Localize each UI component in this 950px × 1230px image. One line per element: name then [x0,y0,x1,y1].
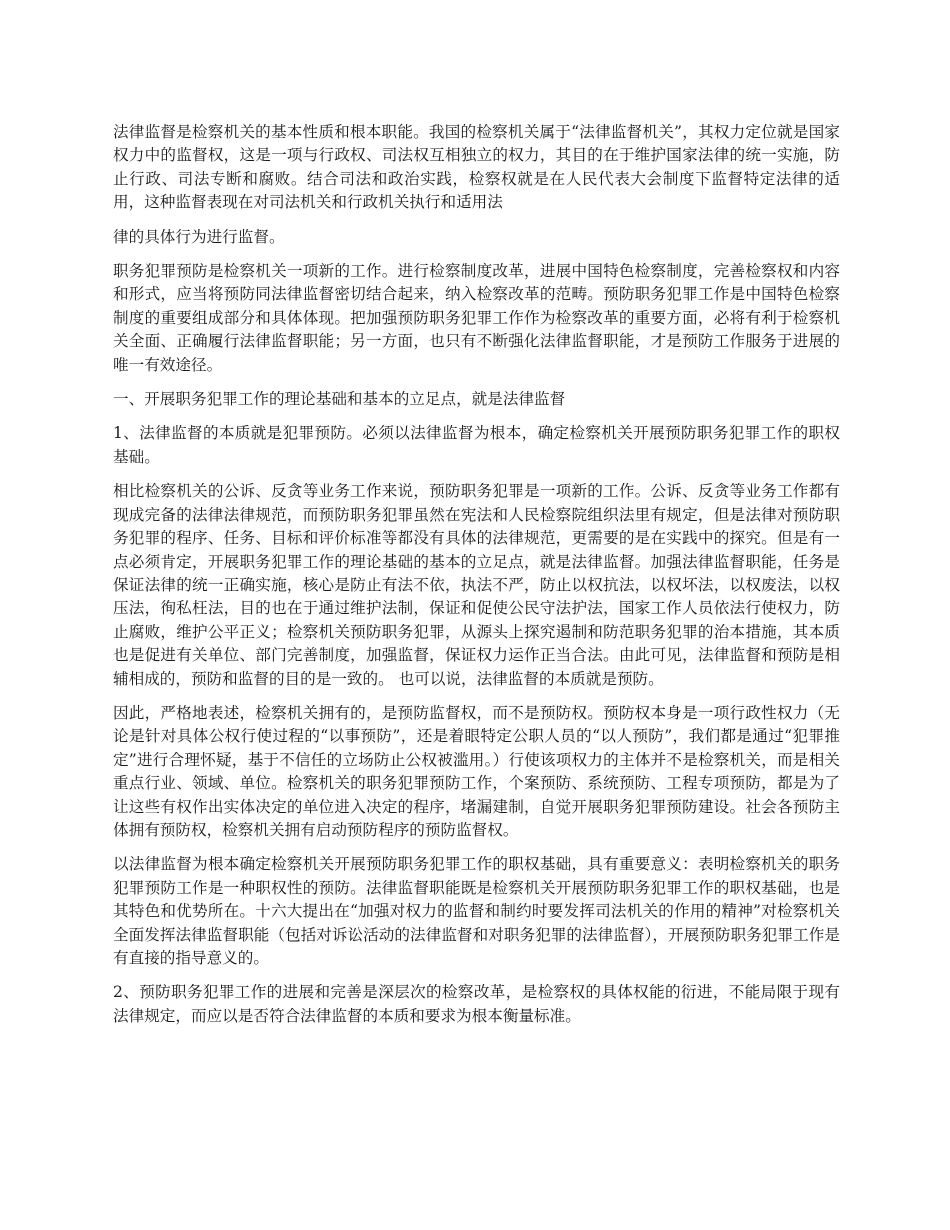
paragraph-intro: 法律监督是检察机关的基本性质和根本职能。我国的检察机关属于“法律监督机关”，其权力定位就是国家权力中的监督权，这是一项与行政权、司法权互相独立的权力，其目的在于维护国家法律的统一实施，防止行政、司法专断和腐败。结合司法和政治实践，检察权就是在人民代表大会制度下监督特定法律的适用，这种监督表现在对司法机关和行政机关执行和适用法 [113,123,840,212]
section-heading-1: 一、开展职务犯罪工作的理论基础和基本的立足点，就是法律监督 [113,390,566,409]
paragraph-significance: 以法律监督为根本确定检察机关开展预防职务犯罪工作的职权基础，具有重要意义：表明检察机关的职务犯罪预防工作是一种职权性的预防。法律监督职能既是检察机关开展预防职务犯罪工作的职权基础，也是其特色和优势所在。十六大提出在“加强对权力的监督和制约时要发挥司法机关的作用的精神”对检察机关全面发挥法律监督职能（包括对诉讼活动的法律监督和对职务犯罪的法律监督），开展预防职务犯罪工作是有直接的指导意义的。 [113,855,840,967]
paragraph-intro-continued: 律的具体行为进行监督。 [113,227,285,246]
subsection-heading-1: 1、法律监督的本质就是犯罪预防。必须以法律监督为根本，确定检察机关开展预防职务犯罪工作的职权基础。 [113,424,840,466]
paragraph-prevention-supervision: 因此，严格地表述，检察机关拥有的，是预防监督权，而不是预防权。预防权本身是一项行政性权力（无论是针对具体公权行使过程的“以事预防”，还是着眼特定公职人员的“以人预防”，我们都是通过“犯罪推定”进行合理怀疑，基于不信任的立场防止公权被滥用。）行使该项权力的主体并不是检察机关，而是相关重点行业、领域、单位。检察机关的职务犯罪预防工作，个案预防、系统预防、工程专项预防，都是为了让这些有权作出实体决定的单位进入决定的程序，堵漏建制，自觉开展职务犯罪预防建设。社会各预防主体拥有预防权，检察机关拥有启动预防程序的预防监督权。 [113,703,840,839]
subsection-heading-2: 2、预防职务犯罪工作的进展和完善是深层次的检察改革，是检察权的具体权能的衍进，不能局限于现有法律规定，而应以是否符合法律监督的本质和要求为根本衡量标准。 [113,983,840,1025]
paragraph-prevention-work: 职务犯罪预防是检察机关一项新的工作。进行检察制度改革，进展中国特色检察制度，完善检察权和内容和形式，应当将预防同法律监督密切结合起来，纳入检察改革的范畴。预防职务犯罪工作是中国特色检察制度的重要组成部分和具体体现。把加强预防职务犯罪工作作为检察改革的重要方面，必将有利于检察机关全面、正确履行法律监督职能；另一方面，也只有不断强化法律监督职能，才是预防工作服务于进展的唯一有效途径。 [113,262,840,374]
paragraph-comparison: 相比检察机关的公诉、反贪等业务工作来说，预防职务犯罪是一项新的工作。公诉、反贪等业务工作都有现成完备的法律法律规范，而预防职务犯罪虽然在宪法和人民检察院组织法里有规定，但是法律对预防职务犯罪的程序、任务、目标和评价标准等都没有具体的法律规范，更需要的是在实践中的探究。但是有一点必须肯定，开展职务犯罪工作的理论基础的基本的立足点，就是法律监督。加强法律监督职能，任务是保证法律的统一正确实施，核心是防止有法不依，执法不严，防止以权抗法，以权坏法，以权废法，以权压法，徇私枉法，目的也在于通过维护法制，保证和促使公民守法护法，国家工作人员依法行使权力，防止腐败，维护公平正义；检察机关预防职务犯罪，从源头上探究遏制和防范职务犯罪的治本措施，其本质也是促进有关单位、部门完善制度，加强监督，保证权力运作正当合法。由此可见，法律监督和预防是相辅相成的，预防和监督的目的是一致的。 也可以说，法律监督的本质就是预防。 [113,482,840,688]
document-body [113,121,840,1039]
